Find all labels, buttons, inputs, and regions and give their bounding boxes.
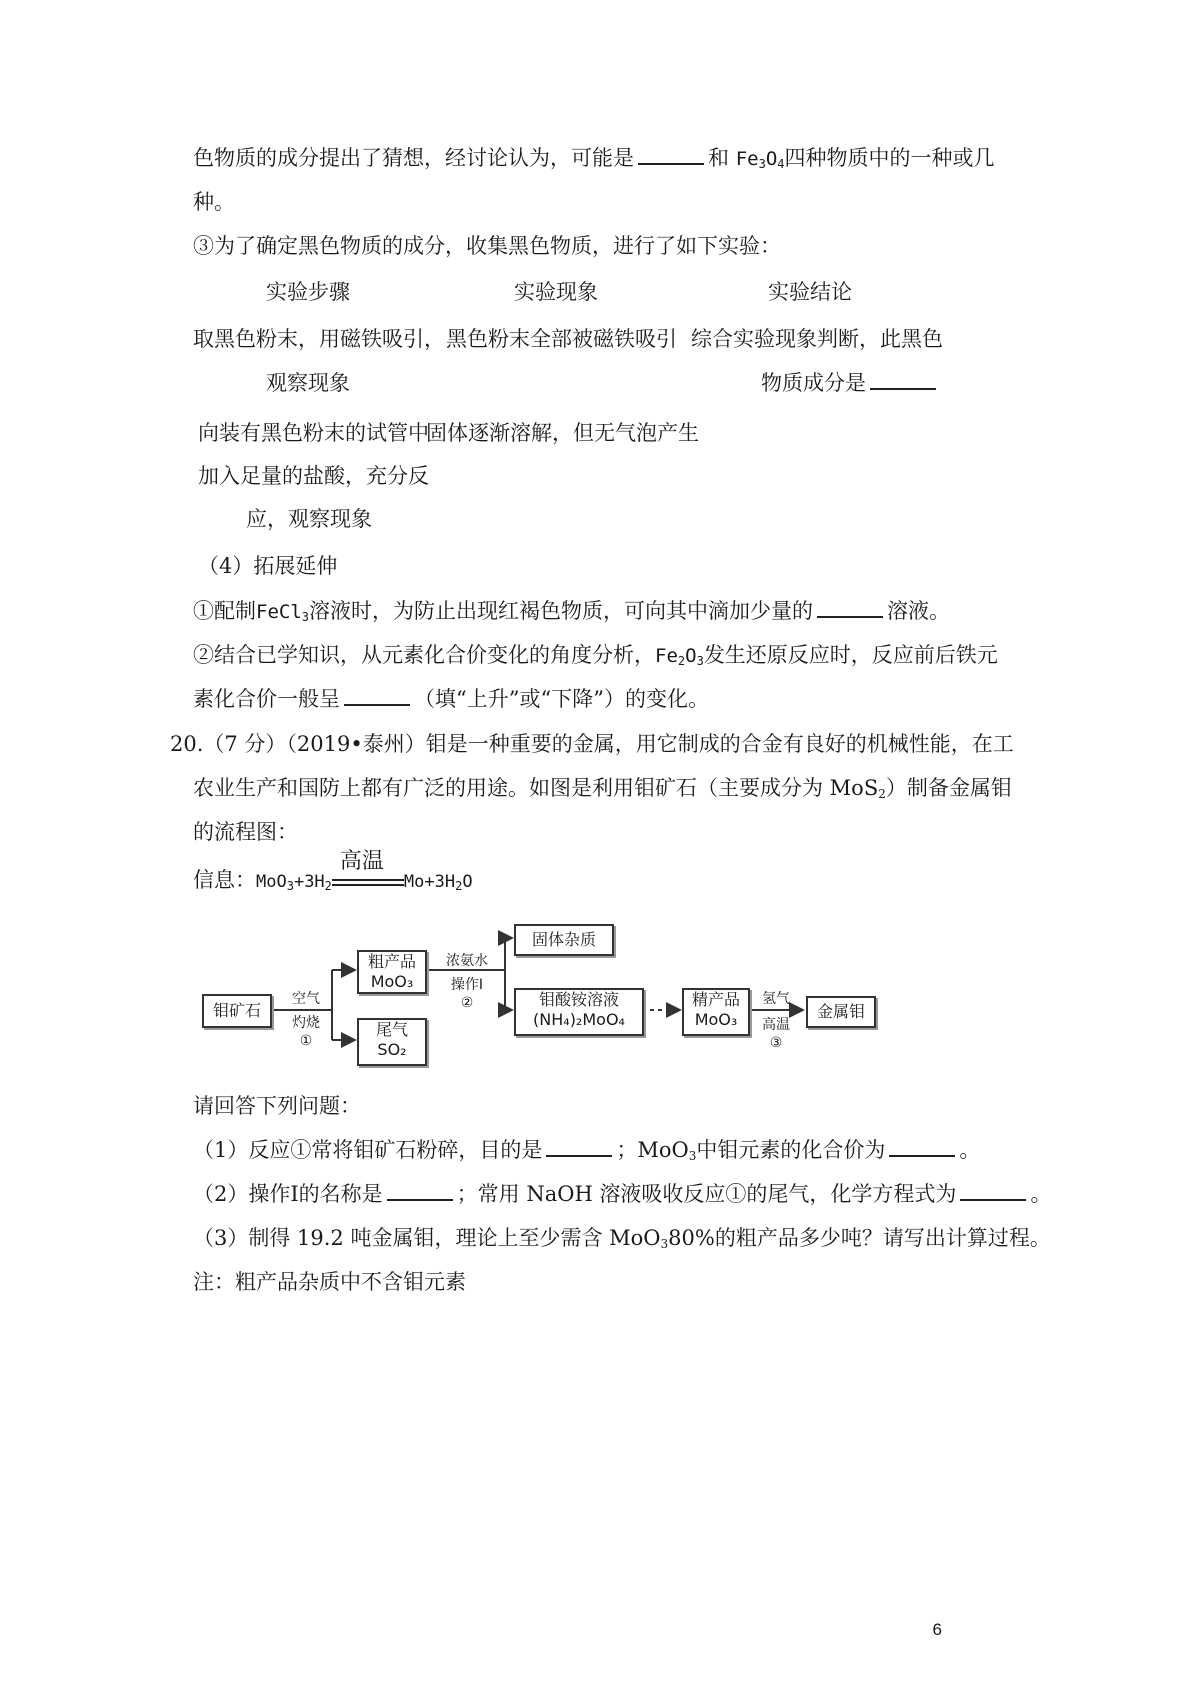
text: ①配制 (193, 599, 256, 623)
formula: MoO₃ (370, 972, 414, 991)
formula: +3H (293, 872, 325, 892)
text: （2）操作Ⅰ的名称是 (193, 1182, 383, 1206)
q20-stem-line-2 (193, 774, 1012, 808)
q3-item-3: ③为了确定黑色物质的成分，收集黑色物质，进行了如下实验： (193, 234, 781, 258)
header-steps: 实验步骤 (266, 280, 350, 304)
box-solid-impurity (514, 924, 614, 956)
answer-blank[interactable] (817, 598, 883, 618)
question-note: 注：粗产品杂质中不含钼元素 (193, 1270, 466, 1294)
label-operation-1: 操作Ⅰ (450, 977, 484, 993)
row1-step-cont: 观察现象 (266, 371, 350, 395)
formula: FeCl (256, 601, 302, 623)
subscript: 2 (455, 879, 463, 893)
q3-guess-line (193, 144, 995, 178)
formula: (NH₄)₂MoO₄ (533, 1010, 625, 1029)
label: 精产品 (691, 990, 740, 1009)
header-phenomenon: 实验现象 (514, 280, 598, 304)
row2-phenomenon: 固体逐渐溶解，但无气泡产生 (426, 421, 699, 445)
text: 溶液。 (887, 599, 950, 623)
label-air: 空气 (292, 991, 320, 1007)
answer-blank[interactable] (387, 1181, 453, 1201)
subscript: 2 (324, 879, 332, 893)
row1-conclusion-cont (761, 369, 940, 397)
answer-blank[interactable] (870, 370, 936, 390)
formula: MoO₃ (694, 1010, 738, 1029)
subscript: 3 (301, 610, 309, 624)
q4-title: （4）拓展延伸 (198, 554, 338, 578)
box-tail-gas (357, 1018, 427, 1066)
text: （填“上升”或“下降”）的变化。 (414, 687, 709, 711)
q20-stem-line-3: 的流程图： (193, 820, 298, 844)
label-step-1: ① (299, 1033, 313, 1049)
row2-step-cont: 加入足量的盐酸，充分反 (198, 464, 429, 488)
text: 素化合价一般呈 (193, 687, 340, 711)
row2-step: 向装有黑色粉末的试管中 (198, 421, 429, 445)
answer-blank[interactable] (889, 1137, 955, 1157)
formula: O (462, 872, 473, 892)
formula: O (685, 645, 697, 667)
q20-stem-line-1: 20.（7 分）（2019•泰州）钼是一种重要的金属，用它制成的合金有良好的机械性能，在工 (170, 732, 1014, 756)
label: 钼矿石 (212, 1001, 261, 1020)
label: 金属钼 (816, 1002, 865, 1021)
label: 钼酸铵溶液 (538, 990, 619, 1009)
text: ）制备金属钼 (885, 776, 1012, 800)
text: 和 (708, 146, 729, 170)
row1-phenomenon: 黑色粉末全部被磁铁吸引 (446, 327, 677, 351)
label: 尾气 (375, 1020, 408, 1039)
row1-conclusion: 综合实验现象判断，此黑色 (691, 327, 943, 351)
row1-step: 取黑色粉末，用磁铁吸引， (193, 327, 445, 351)
page-number: 6 (932, 1620, 942, 1639)
text: （3）制得 19.2 吨金属钼，理论上至少需含 MoO (193, 1226, 661, 1250)
formula: O (765, 148, 778, 170)
box-fine-product (682, 988, 750, 1036)
label-hydrogen: 氢气 (762, 991, 790, 1007)
row2-step-cont2: 应，观察现象 (246, 507, 372, 531)
question-1 (193, 1136, 980, 1170)
formula: Fe (735, 148, 759, 170)
text: 发生还原反应时，反应前后铁元 (703, 643, 998, 667)
formula: SO₂ (377, 1040, 407, 1059)
label-ammonia: 浓氨水 (446, 953, 488, 969)
q4-item-1 (193, 597, 950, 631)
answer-blank[interactable] (638, 145, 704, 165)
q4-item-2 (193, 641, 998, 675)
text: 物质成分是 (761, 371, 866, 395)
text: ；常用 NaOH 溶液吸收反应①的尾气，化学方程式为 (456, 1182, 957, 1206)
label-roast: 灼烧 (292, 1015, 320, 1031)
text: （1）反应①常将钼矿石粉碎，目的是 (193, 1138, 543, 1162)
q3-guess-line-2: 种。 (193, 190, 235, 214)
reaction-arrow (332, 848, 404, 892)
box-crude-product (357, 950, 427, 994)
text: 。 (959, 1138, 981, 1162)
subscript: 4 (777, 157, 785, 171)
questions-intro: 请回答下列问题： (193, 1094, 361, 1118)
question-3 (193, 1224, 1051, 1258)
text: ；MoO (616, 1138, 689, 1162)
formula: Mo+3H (403, 872, 456, 892)
subscript: 3 (286, 879, 294, 893)
subscript: 2 (677, 654, 686, 668)
text: 。 (1030, 1182, 1052, 1206)
label: 粗产品 (367, 952, 416, 971)
subscript: 2 (878, 787, 886, 801)
box-metal-mo (806, 996, 876, 1028)
question-2 (193, 1180, 1051, 1208)
label: 固体杂质 (531, 930, 596, 949)
formula: MoO (256, 872, 287, 892)
formula: Fe (655, 645, 678, 667)
info-equation (193, 848, 473, 900)
box-ore (202, 994, 272, 1028)
text: 四种物质中的一种或几 (784, 146, 995, 170)
subscript: 3 (660, 1237, 669, 1251)
text: 农业生产和国防上都有广泛的用途。如图是利用钼矿石（主要成分为 MoS (193, 776, 879, 800)
answer-blank[interactable] (546, 1137, 612, 1157)
box-ammonium-molybdate (514, 988, 644, 1036)
info-label: 信息： (193, 868, 256, 892)
header-conclusion: 实验结论 (768, 280, 852, 304)
label-step-3: ③ (769, 1035, 783, 1051)
subscript: 3 (758, 157, 766, 171)
text: 色物质的成分提出了猜想，经讨论认为，可能是 (193, 146, 634, 170)
text: 80%的粗产品多少吨？请写出计算过程。 (668, 1226, 1051, 1250)
text: 溶液时，为防止出现红褐色物质，可向其中滴加少量的 (309, 599, 813, 623)
process-flowchart (200, 918, 900, 1070)
q4-item-2-cont (193, 685, 709, 713)
answer-blank[interactable] (344, 686, 410, 706)
label-high-temp: 高温 (762, 1017, 790, 1033)
answer-blank[interactable] (960, 1181, 1026, 1201)
text: ②结合已学知识，从元素化合价变化的角度分析， (193, 643, 655, 667)
reaction-condition: 高温 (339, 848, 384, 874)
text: 中钼元素的化合价为 (696, 1138, 886, 1162)
subscript: 3 (696, 654, 704, 668)
label-step-2: ② (460, 995, 474, 1011)
subscript: 3 (688, 1149, 697, 1163)
